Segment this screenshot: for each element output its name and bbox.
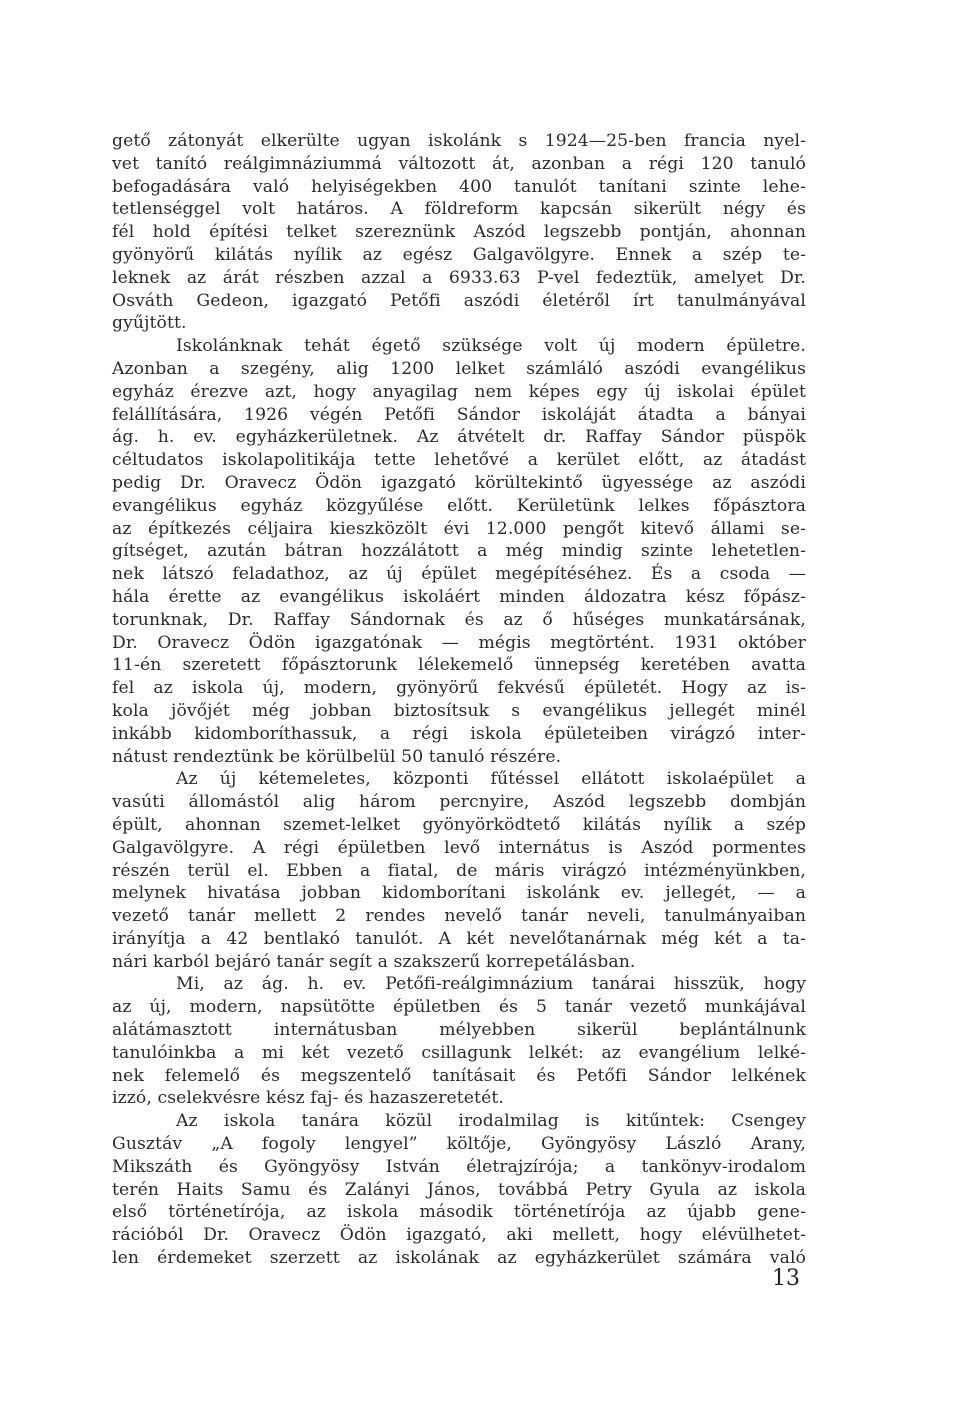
- text-line: nári karból bejáró tanár segít a szakszerű korrepetálásban.: [112, 951, 636, 972]
- text-line: hála érette az evangélikus iskoláért minden áldozatra kész főpász-: [112, 586, 806, 607]
- text-line: len érdemeket szerzett az iskolának az egyházkerület számára való: [112, 1248, 806, 1269]
- text-line: Mikszáth és Gyöngyösy István életrajzírója; a tankönyv-irodalom: [112, 1156, 806, 1177]
- text-line: 11-én szeretett főpásztorunk lélekemelő ünnepség keretében avatta: [112, 655, 806, 676]
- text-line: evangélikus egyház közgyűlése előtt. Kerületünk lelkes főpásztora: [112, 495, 806, 516]
- text-line: Osváth Gedeon, igazgató Petőfi aszódi életéről írt tanulmányával: [112, 290, 806, 311]
- text-line: fél hold építési telket szereznünk Aszód legszebb pontján, ahonnan: [112, 222, 806, 243]
- text-line: első történetírója, az iskola második történetírója az újabb gene-: [112, 1202, 806, 1223]
- text-line: gető zátonyát elkerülte ugyan iskolánk s 1924—25-ben francia nyel-: [112, 131, 806, 151]
- page-number: 13: [772, 1266, 800, 1291]
- text-line: Dr. Oravecz Ödön igazgatónak — mégis megtörtént. 1931 október: [112, 632, 806, 653]
- text-line: Azonban a szegény, alig 1200 lelket számláló aszódi evangélikus: [112, 358, 806, 379]
- text-line: épült, ahonnan szemet-lelket gyönyörködtető kilátás nyílik a szép: [112, 814, 806, 835]
- text-line: az építkezés céljaira kieszközölt évi 12.000 pengőt kitevő állami se-: [112, 518, 806, 539]
- text-line: rációból Dr. Oravecz Ödön igazgató, aki mellett, hogy elévülhetet-: [112, 1225, 806, 1246]
- text-line: befogadására való helyiségekben 400 tanulót tanítani szinte lehe-: [112, 176, 806, 197]
- text-line: részén terül el. Ebben a fiatal, de máris virágzó intézményünkben,: [112, 860, 806, 881]
- text-line: vet tanító reálgimnáziummá változott át, azonban a régi 120 tanuló: [112, 153, 806, 174]
- text-line: melynek hivatása jobban kidomborítani iskolánk ev. jellegét, — a: [112, 883, 806, 904]
- text-line: inkább kidomboríthassuk, a régi iskola épületeiben virágzó inter-: [112, 723, 806, 744]
- text-line: gyűjtött.: [112, 313, 187, 334]
- text-line: leknek az árát részben azzal a 6933.63 P-vel fedeztük, amelyet Dr.: [112, 267, 806, 288]
- text-line: torunknak, Dr. Raffay Sándornak és az ő hűséges munkatársának,: [112, 609, 806, 630]
- text-line: Gusztáv „A fogoly lengyel” költője, Gyöngyösy László Arany,: [112, 1134, 806, 1155]
- text-line: irányítja a 42 bentlakó tanulót. A két nevelőtanárnak még két a ta-: [112, 928, 806, 949]
- text-line: kola jövőjét még jobban biztosítsuk s evangélikus jellegét minél: [112, 700, 806, 721]
- text-line: Az új kétemeletes, központi fűtéssel ellátott iskolaépület a: [176, 769, 806, 790]
- text-line: nek felemelő és megszentelő tanításait és Petőfi Sándor lelkének: [112, 1065, 806, 1086]
- text-line: egyház érezve azt, hogy anyagilag nem képes egy új iskolai épület: [112, 381, 806, 402]
- text-line: izzó, cselekvésre kész faj- és hazaszeretetét.: [112, 1088, 504, 1109]
- text-line: gyönyörű kilátás nyílik az egész Galgavölgyre. Ennek a szép te-: [112, 244, 806, 265]
- text-line: gítséget, azután bátran hozzálátott a még mindig szinte lehetetlen-: [112, 541, 806, 562]
- text-line: pedig Dr. Oravecz Ödön igazgató körültekintő ügyessége az aszódi: [112, 472, 806, 493]
- text-line: tetlenséggel volt határos. A földreform kapcsán sikerült négy és: [112, 199, 806, 220]
- text-line: felállítására, 1926 végén Petőfi Sándor iskoláját átadta a bányai: [112, 404, 806, 425]
- text-line: ág. h. ev. egyházkerületnek. Az átvételt dr. Raffay Sándor püspök: [112, 427, 806, 448]
- text-column: [112, 130, 806, 1270]
- text-line: nek látszó feladathoz, az új épület megépítéséhez. És a csoda —: [112, 564, 806, 585]
- text-line: Galgavölgyre. A régi épületben levő internátus is Aszód pormentes: [112, 837, 806, 858]
- text-line: Iskolánknak tehát égető szüksége volt új modern épületre.: [176, 336, 806, 357]
- text-line: nátust rendeztünk be körülbelül 50 tanuló részére.: [112, 746, 562, 767]
- text-line: tanulóinkba a mi két vezető csillagunk lelkét: az evangélium lelké-: [112, 1042, 806, 1063]
- text-line: az új, modern, napsütötte épületben és 5 tanár vezető munkájával: [112, 997, 806, 1018]
- text-line: vezető tanár mellett 2 rendes nevelő tanár neveli, tanulmányaiban: [112, 906, 806, 927]
- text-line: vasúti állomástól alig három percnyire, Aszód legszebb dombján: [112, 792, 806, 813]
- text-line: fel az iskola új, modern, gyönyörű fekvésű épületét. Hogy az is-: [112, 678, 806, 699]
- text-line: alátámasztott internátusban mélyebben sikerül beplántálnunk: [112, 1020, 806, 1041]
- text-line: terén Haits Samu és Zalányi János, továbbá Petry Gyula az iskola: [112, 1179, 806, 1200]
- text-line: Az iskola tanára közül irodalmilag is kitűntek: Csengey: [176, 1111, 806, 1132]
- text-line: céltudatos iskolapolitikája tette lehetővé a kerület előtt, az átadást: [112, 450, 806, 471]
- text-line: Mi, az ág. h. ev. Petőfi-reálgimnázium tanárai hisszük, hogy: [176, 974, 806, 995]
